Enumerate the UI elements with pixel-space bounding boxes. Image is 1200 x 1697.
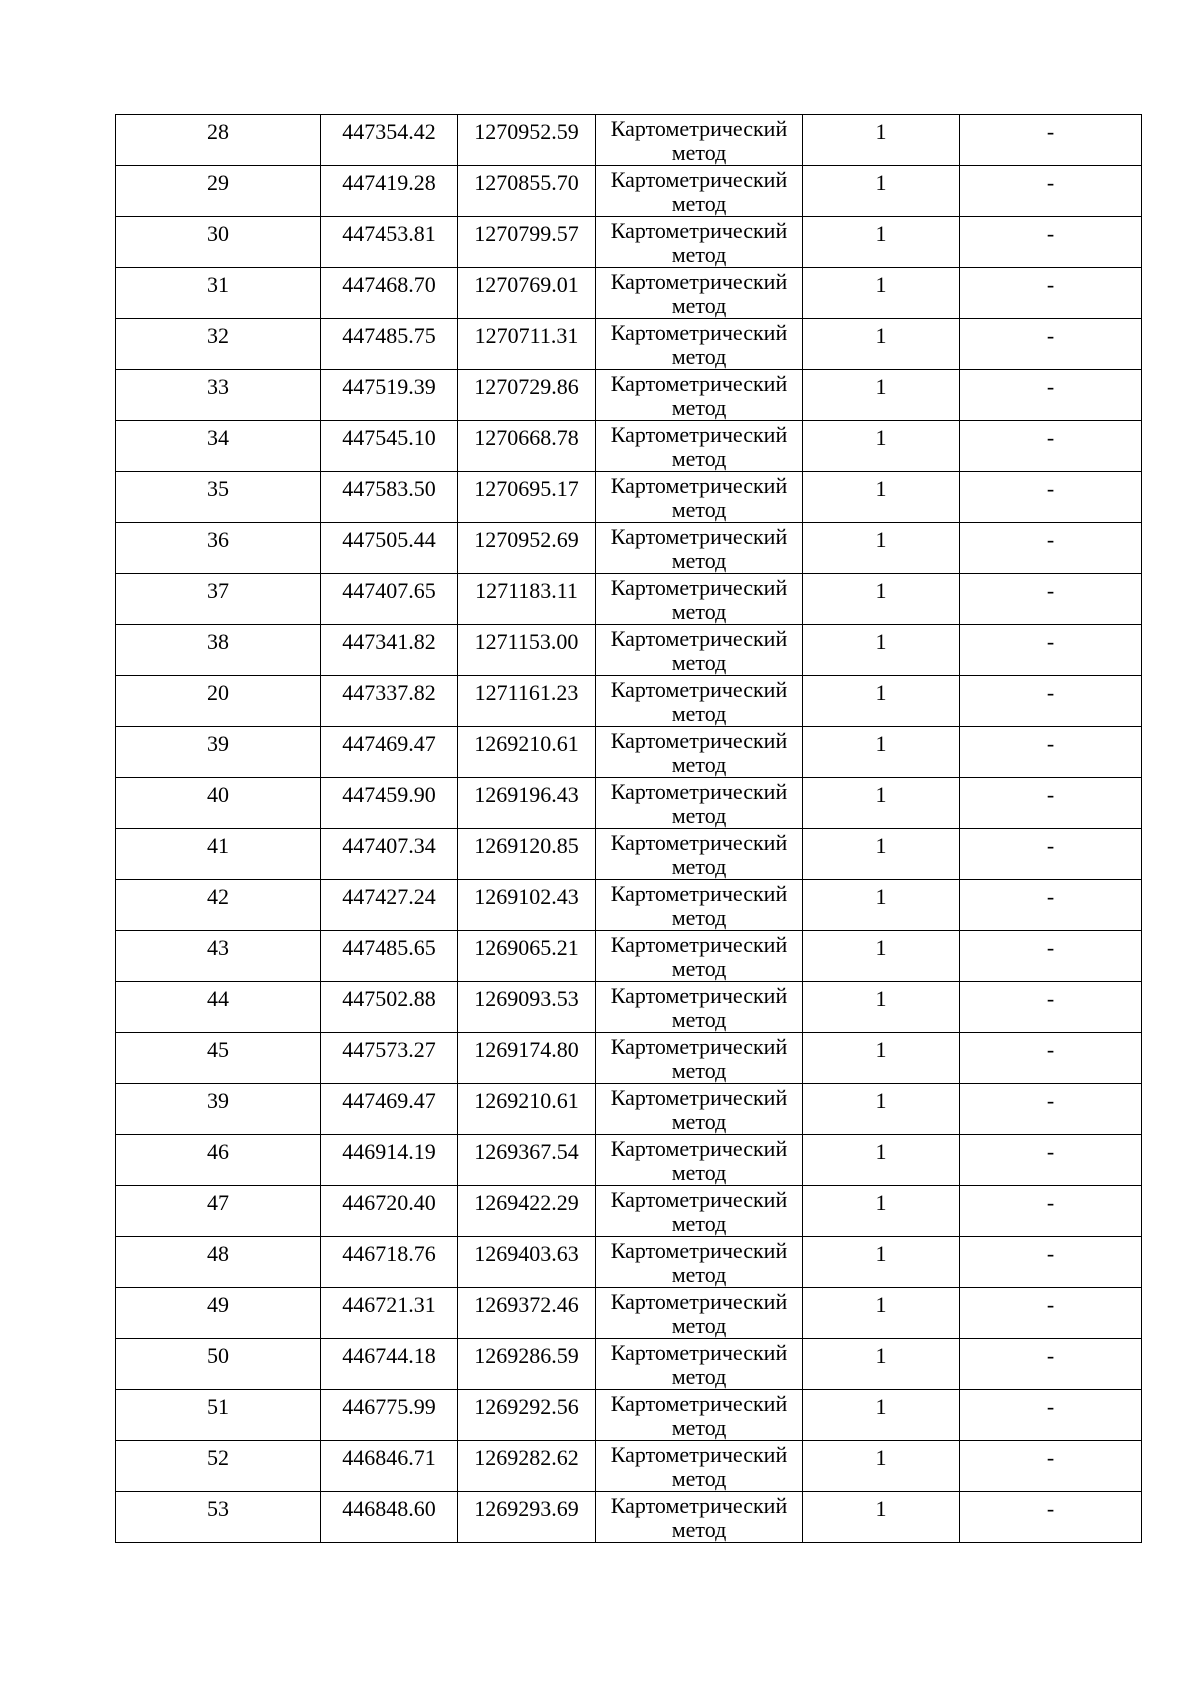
point-number-cell: 28 [116,115,321,166]
table-row [116,1492,1142,1543]
x-coordinate-cell: 447485.75 [321,319,458,370]
method-text: Картометрический метод [610,830,788,879]
y-coordinate-cell: 1269093.53 [458,982,596,1033]
method-cell [596,166,803,217]
method-cell [596,1390,803,1441]
x-coordinate-cell: 446775.99 [321,1390,458,1441]
table-row [116,370,1142,421]
method-cell [596,319,803,370]
method-cell [596,982,803,1033]
method-cell [596,676,803,727]
y-coordinate-cell: 1271183.11 [458,574,596,625]
point-number-cell: 41 [116,829,321,880]
note-cell: - [960,1033,1142,1084]
method-cell [596,880,803,931]
note-cell: - [960,472,1142,523]
note-cell: - [960,1084,1142,1135]
table-row [116,1237,1142,1288]
table-row [116,1186,1142,1237]
table-row [116,625,1142,676]
accuracy-cell: 1 [803,1033,960,1084]
table-row [116,115,1142,166]
x-coordinate-cell: 446718.76 [321,1237,458,1288]
accuracy-cell: 1 [803,982,960,1033]
y-coordinate-cell: 1270711.31 [458,319,596,370]
table-row [116,880,1142,931]
accuracy-cell: 1 [803,472,960,523]
method-cell [596,472,803,523]
accuracy-cell: 1 [803,880,960,931]
note-cell: - [960,1288,1142,1339]
method-cell [596,625,803,676]
x-coordinate-cell: 447519.39 [321,370,458,421]
method-cell [596,778,803,829]
method-cell [596,115,803,166]
table-row [116,676,1142,727]
accuracy-cell: 1 [803,625,960,676]
accuracy-cell: 1 [803,1084,960,1135]
method-text: Картометрический метод [610,371,788,420]
point-number-cell: 37 [116,574,321,625]
method-text: Картометрический метод [610,626,788,675]
accuracy-cell: 1 [803,1237,960,1288]
x-coordinate-cell: 447583.50 [321,472,458,523]
note-cell: - [960,676,1142,727]
method-text: Картометрический метод [610,1289,788,1338]
table-row [116,1135,1142,1186]
y-coordinate-cell: 1269210.61 [458,1084,596,1135]
point-number-cell: 44 [116,982,321,1033]
x-coordinate-cell: 447337.82 [321,676,458,727]
accuracy-cell: 1 [803,574,960,625]
note-cell: - [960,778,1142,829]
point-number-cell: 35 [116,472,321,523]
y-coordinate-cell: 1269174.80 [458,1033,596,1084]
method-text: Картометрический метод [610,1340,788,1389]
y-coordinate-cell: 1269102.43 [458,880,596,931]
note-cell: - [960,1339,1142,1390]
note-cell: - [960,523,1142,574]
y-coordinate-cell: 1270952.59 [458,115,596,166]
table-row [116,268,1142,319]
y-coordinate-cell: 1269120.85 [458,829,596,880]
accuracy-cell: 1 [803,523,960,574]
note-cell: - [960,268,1142,319]
method-text: Картометрический метод [610,218,788,267]
point-number-cell: 20 [116,676,321,727]
note-cell: - [960,421,1142,472]
point-number-cell: 38 [116,625,321,676]
note-cell: - [960,166,1142,217]
point-number-cell: 47 [116,1186,321,1237]
note-cell: - [960,880,1142,931]
accuracy-cell: 1 [803,676,960,727]
point-number-cell: 29 [116,166,321,217]
method-text: Картометрический метод [610,1391,788,1440]
y-coordinate-cell: 1269372.46 [458,1288,596,1339]
note-cell: - [960,1186,1142,1237]
point-number-cell: 50 [116,1339,321,1390]
coordinates-table [115,114,1142,1543]
x-coordinate-cell: 446848.60 [321,1492,458,1543]
accuracy-cell: 1 [803,1441,960,1492]
point-number-cell: 53 [116,1492,321,1543]
method-cell [596,1288,803,1339]
x-coordinate-cell: 447469.47 [321,1084,458,1135]
y-coordinate-cell: 1269403.63 [458,1237,596,1288]
x-coordinate-cell: 447341.82 [321,625,458,676]
point-number-cell: 32 [116,319,321,370]
y-coordinate-cell: 1270769.01 [458,268,596,319]
method-cell [596,1441,803,1492]
method-cell [596,1237,803,1288]
x-coordinate-cell: 447459.90 [321,778,458,829]
method-cell [596,370,803,421]
point-number-cell: 40 [116,778,321,829]
y-coordinate-cell: 1270695.17 [458,472,596,523]
y-coordinate-cell: 1269422.29 [458,1186,596,1237]
table-row [116,523,1142,574]
method-text: Картометрический метод [610,167,788,216]
method-text: Картометрический метод [610,269,788,318]
y-coordinate-cell: 1269286.59 [458,1339,596,1390]
table-row [116,778,1142,829]
y-coordinate-cell: 1269065.21 [458,931,596,982]
note-cell: - [960,727,1142,778]
accuracy-cell: 1 [803,421,960,472]
accuracy-cell: 1 [803,778,960,829]
method-text: Картометрический метод [610,983,788,1032]
x-coordinate-cell: 447468.70 [321,268,458,319]
point-number-cell: 48 [116,1237,321,1288]
x-coordinate-cell: 447502.88 [321,982,458,1033]
method-text: Картометрический метод [610,1034,788,1083]
point-number-cell: 46 [116,1135,321,1186]
method-cell [596,421,803,472]
note-cell: - [960,115,1142,166]
method-text: Картометрический метод [610,1442,788,1491]
method-cell [596,1084,803,1135]
x-coordinate-cell: 447407.34 [321,829,458,880]
table-row [116,727,1142,778]
y-coordinate-cell: 1269282.62 [458,1441,596,1492]
note-cell: - [960,319,1142,370]
method-text: Картометрический метод [610,320,788,369]
method-text: Картометрический метод [610,422,788,471]
note-cell: - [960,1492,1142,1543]
method-text: Картометрический метод [610,1136,788,1185]
method-text: Картометрический метод [610,575,788,624]
x-coordinate-cell: 446721.31 [321,1288,458,1339]
table-row [116,1288,1142,1339]
note-cell: - [960,1135,1142,1186]
accuracy-cell: 1 [803,1390,960,1441]
y-coordinate-cell: 1270952.69 [458,523,596,574]
point-number-cell: 36 [116,523,321,574]
x-coordinate-cell: 447407.65 [321,574,458,625]
accuracy-cell: 1 [803,1339,960,1390]
method-text: Картометрический метод [610,932,788,981]
method-cell [596,217,803,268]
method-cell [596,1186,803,1237]
point-number-cell: 31 [116,268,321,319]
x-coordinate-cell: 447453.81 [321,217,458,268]
point-number-cell: 39 [116,727,321,778]
note-cell: - [960,625,1142,676]
note-cell: - [960,1390,1142,1441]
y-coordinate-cell: 1271153.00 [458,625,596,676]
x-coordinate-cell: 447573.27 [321,1033,458,1084]
method-text: Картометрический метод [610,473,788,522]
accuracy-cell: 1 [803,727,960,778]
accuracy-cell: 1 [803,1135,960,1186]
note-cell: - [960,370,1142,421]
y-coordinate-cell: 1270799.57 [458,217,596,268]
y-coordinate-cell: 1269196.43 [458,778,596,829]
x-coordinate-cell: 446846.71 [321,1441,458,1492]
method-cell [596,829,803,880]
y-coordinate-cell: 1270668.78 [458,421,596,472]
table-row [116,421,1142,472]
point-number-cell: 43 [116,931,321,982]
method-text: Картометрический метод [610,1238,788,1287]
method-text: Картометрический метод [610,881,788,930]
y-coordinate-cell: 1269210.61 [458,727,596,778]
x-coordinate-cell: 446744.18 [321,1339,458,1390]
note-cell: - [960,982,1142,1033]
table-row [116,166,1142,217]
point-number-cell: 51 [116,1390,321,1441]
method-text: Картометрический метод [610,1493,788,1542]
accuracy-cell: 1 [803,370,960,421]
point-number-cell: 39 [116,1084,321,1135]
y-coordinate-cell: 1271161.23 [458,676,596,727]
table-row [116,1441,1142,1492]
y-coordinate-cell: 1269367.54 [458,1135,596,1186]
method-text: Картометрический метод [610,116,788,165]
method-cell [596,931,803,982]
x-coordinate-cell: 446720.40 [321,1186,458,1237]
accuracy-cell: 1 [803,268,960,319]
method-cell [596,574,803,625]
note-cell: - [960,931,1142,982]
point-number-cell: 30 [116,217,321,268]
table-row [116,1084,1142,1135]
table-row [116,1390,1142,1441]
method-text: Картометрический метод [610,1085,788,1134]
x-coordinate-cell: 447419.28 [321,166,458,217]
point-number-cell: 52 [116,1441,321,1492]
table-row [116,319,1142,370]
accuracy-cell: 1 [803,1492,960,1543]
method-cell [596,1135,803,1186]
y-coordinate-cell: 1269293.69 [458,1492,596,1543]
table-row [116,472,1142,523]
table-row [116,1033,1142,1084]
table-row [116,829,1142,880]
x-coordinate-cell: 447505.44 [321,523,458,574]
x-coordinate-cell: 447545.10 [321,421,458,472]
table-row [116,574,1142,625]
note-cell: - [960,217,1142,268]
accuracy-cell: 1 [803,115,960,166]
x-coordinate-cell: 447427.24 [321,880,458,931]
accuracy-cell: 1 [803,829,960,880]
y-coordinate-cell: 1270855.70 [458,166,596,217]
method-cell [596,727,803,778]
method-cell [596,1339,803,1390]
x-coordinate-cell: 446914.19 [321,1135,458,1186]
point-number-cell: 34 [116,421,321,472]
method-text: Картометрический метод [610,1187,788,1236]
x-coordinate-cell: 447354.42 [321,115,458,166]
method-text: Картометрический метод [610,779,788,828]
point-number-cell: 49 [116,1288,321,1339]
table-row [116,982,1142,1033]
accuracy-cell: 1 [803,1186,960,1237]
accuracy-cell: 1 [803,931,960,982]
accuracy-cell: 1 [803,217,960,268]
method-text: Картометрический метод [610,728,788,777]
point-number-cell: 42 [116,880,321,931]
method-text: Картометрический метод [610,524,788,573]
point-number-cell: 33 [116,370,321,421]
method-text: Картометрический метод [610,677,788,726]
coordinates-table-body [116,115,1142,1543]
y-coordinate-cell: 1269292.56 [458,1390,596,1441]
table-row [116,217,1142,268]
note-cell: - [960,1237,1142,1288]
note-cell: - [960,1441,1142,1492]
method-cell [596,268,803,319]
x-coordinate-cell: 447469.47 [321,727,458,778]
method-cell [596,523,803,574]
method-cell [596,1033,803,1084]
method-cell [596,1492,803,1543]
point-number-cell: 45 [116,1033,321,1084]
accuracy-cell: 1 [803,1288,960,1339]
accuracy-cell: 1 [803,319,960,370]
x-coordinate-cell: 447485.65 [321,931,458,982]
y-coordinate-cell: 1270729.86 [458,370,596,421]
table-row [116,1339,1142,1390]
note-cell: - [960,574,1142,625]
note-cell: - [960,829,1142,880]
table-row [116,931,1142,982]
accuracy-cell: 1 [803,166,960,217]
